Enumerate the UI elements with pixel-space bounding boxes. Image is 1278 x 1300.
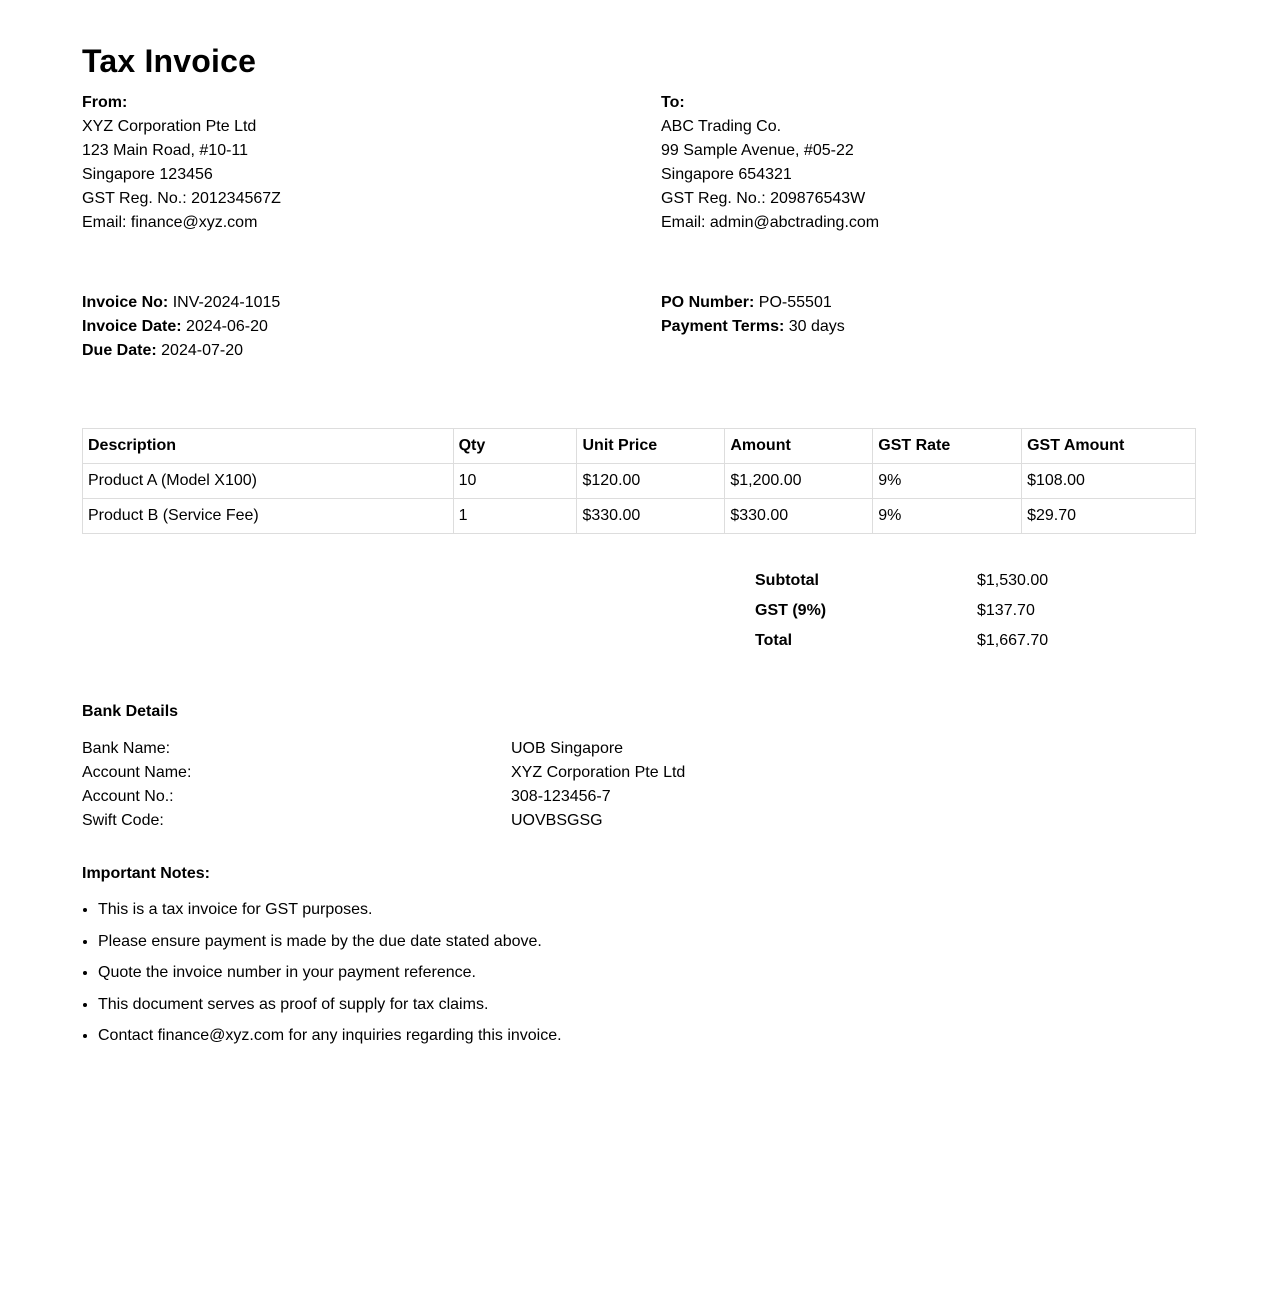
invoice-meta-right — [661, 291, 845, 339]
cell-gst-amount: $29.70 — [1022, 499, 1196, 534]
cell-amount: $330.00 — [725, 499, 873, 534]
account-no-label: Account No.: — [82, 788, 174, 805]
subtotal-label: Subtotal — [755, 572, 819, 589]
invoice-date-line — [82, 315, 280, 339]
invoice-number-line — [82, 291, 280, 315]
cell-amount: $1,200.00 — [725, 464, 873, 499]
cell-gst-rate: 9% — [873, 499, 1022, 534]
to-street-address: 99 Sample Avenue, #05-22 — [661, 142, 854, 159]
invoice-date-value: 2024-06-20 — [186, 318, 268, 335]
due-date-label: Due Date: — [82, 342, 157, 359]
invoice-number-label: Invoice No: — [82, 294, 169, 311]
from-street-address: 123 Main Road, #10-11 — [82, 142, 249, 159]
to-company-name: ABC Trading Co. — [661, 118, 782, 135]
column-header-unit-price: Unit Price — [577, 429, 725, 464]
list-item: • This document serves as proof of supply for tax claims. — [98, 993, 562, 1017]
to-email: Email: admin@abctrading.com — [661, 214, 880, 231]
payment-terms-line — [661, 315, 845, 339]
gst-value: $137.70 — [977, 602, 1035, 619]
column-header-amount: Amount — [725, 429, 873, 464]
po-number-label: PO Number: — [661, 294, 755, 311]
account-no-value: 308-123456-7 — [511, 788, 611, 805]
from-email: Email: finance@xyz.com — [82, 214, 258, 231]
to-heading: To: — [661, 94, 685, 111]
payment-terms-value: 30 days — [788, 318, 845, 335]
from-address-block — [82, 91, 281, 235]
list-item: • Quote the invoice number in your payment reference. — [98, 961, 562, 985]
line-items-table — [82, 428, 1196, 534]
column-header-gst-rate: GST Rate — [873, 429, 1022, 464]
cell-description: Product A (Model X100) — [83, 464, 454, 499]
account-no-row — [82, 785, 782, 809]
bank-details — [82, 737, 782, 833]
important-notes-heading: Important Notes: — [82, 865, 210, 882]
cell-gst-rate: 9% — [873, 464, 1022, 499]
to-city-postal: Singapore 654321 — [661, 166, 792, 183]
cell-description: Product B (Service Fee) — [83, 499, 454, 534]
total-label: Total — [755, 632, 793, 649]
list-item: • Please ensure payment is made by the due date stated above. — [98, 930, 562, 954]
important-notes-list — [82, 898, 562, 1056]
invoice-date-label: Invoice Date: — [82, 318, 182, 335]
subtotal-value: $1,530.00 — [977, 572, 1049, 589]
from-city-postal: Singapore 123456 — [82, 166, 213, 183]
cell-gst-amount: $108.00 — [1022, 464, 1196, 499]
list-item: • Contact finance@xyz.com for any inquiries regarding this invoice. — [98, 1024, 562, 1048]
bank-name-label: Bank Name: — [82, 740, 171, 757]
table-row — [83, 499, 1196, 534]
table-header-row — [83, 429, 1196, 464]
column-header-description: Description — [83, 429, 454, 464]
bank-details-heading: Bank Details — [82, 703, 179, 720]
column-header-qty: Qty — [453, 429, 577, 464]
to-gst-reg: GST Reg. No.: 209876543W — [661, 190, 866, 207]
page-title: Tax Invoice — [82, 43, 257, 79]
cell-unit-price: $330.00 — [577, 499, 725, 534]
table-row — [83, 464, 1196, 499]
from-heading: From: — [82, 94, 128, 111]
gst-label: GST (9%) — [755, 602, 827, 619]
from-company-name: XYZ Corporation Pte Ltd — [82, 118, 257, 135]
account-name-row — [82, 761, 782, 785]
bank-name-value: UOB Singapore — [511, 740, 624, 757]
po-number-line — [661, 291, 845, 315]
po-number-value: PO-55501 — [758, 294, 832, 311]
account-name-label: Account Name: — [82, 764, 192, 781]
to-address-block — [661, 91, 879, 235]
swift-code-value: UOVBSGSG — [511, 812, 603, 829]
invoice-number-value: INV-2024-1015 — [172, 294, 281, 311]
column-header-gst-amount: GST Amount — [1022, 429, 1196, 464]
bank-name-row — [82, 737, 782, 761]
account-name-value: XYZ Corporation Pte Ltd — [511, 764, 686, 781]
total-value: $1,667.70 — [977, 632, 1049, 649]
invoice-meta-left — [82, 291, 280, 363]
from-gst-reg: GST Reg. No.: 201234567Z — [82, 190, 281, 207]
due-date-value: 2024-07-20 — [161, 342, 243, 359]
swift-code-row — [82, 809, 782, 833]
swift-code-label: Swift Code: — [82, 812, 164, 829]
cell-qty: 1 — [453, 499, 577, 534]
due-date-line — [82, 339, 280, 363]
payment-terms-label: Payment Terms: — [661, 318, 785, 335]
list-item: • This is a tax invoice for GST purposes. — [98, 898, 562, 922]
cell-unit-price: $120.00 — [577, 464, 725, 499]
cell-qty: 10 — [453, 464, 577, 499]
